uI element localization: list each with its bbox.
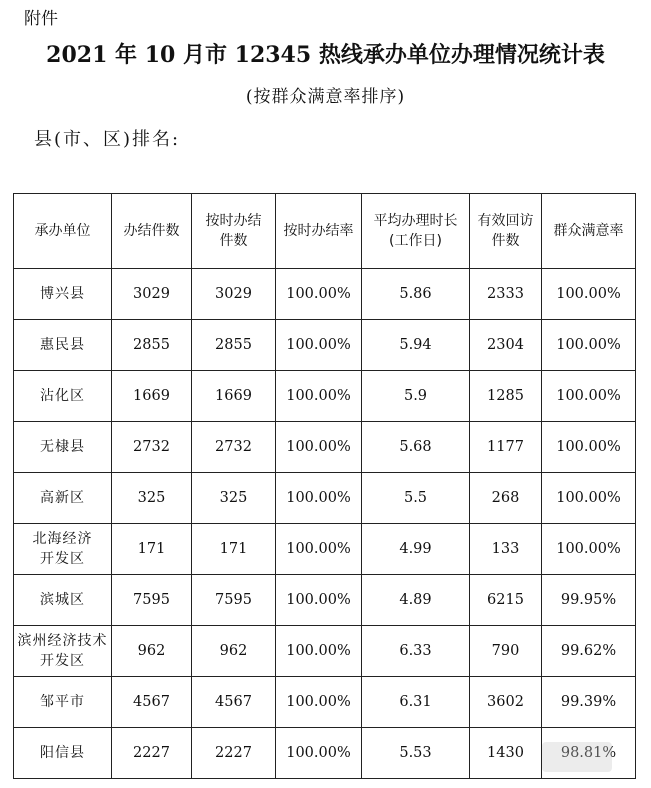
cell-avg-days: 6.33 [362, 626, 470, 677]
cell-unit: 阳信县 [14, 728, 112, 779]
cell-on-time: 171 [192, 524, 276, 575]
cell-completed: 2855 [112, 320, 192, 371]
cell-callbacks: 268 [470, 473, 542, 524]
cell-on-time-rate: 100.00% [276, 524, 362, 575]
cell-on-time-rate: 100.00% [276, 626, 362, 677]
column-header: 群众满意率 [542, 194, 636, 269]
table-header-row [14, 194, 636, 269]
column-header: 办结件数 [112, 194, 192, 269]
attachment-label: 附件 [24, 9, 58, 29]
cell-completed: 171 [112, 524, 192, 575]
table-row [14, 269, 636, 320]
cell-satisfaction: 99.39% [542, 677, 636, 728]
table-row [14, 371, 636, 422]
cell-completed: 4567 [112, 677, 192, 728]
cell-on-time-rate: 100.00% [276, 269, 362, 320]
cell-callbacks: 2333 [470, 269, 542, 320]
cell-completed: 2227 [112, 728, 192, 779]
cell-unit: 惠民县 [14, 320, 112, 371]
cell-callbacks: 1177 [470, 422, 542, 473]
table-row [14, 626, 636, 677]
cell-on-time: 4567 [192, 677, 276, 728]
cell-on-time: 962 [192, 626, 276, 677]
cell-unit: 无棣县 [14, 422, 112, 473]
cell-avg-days: 5.53 [362, 728, 470, 779]
cell-completed: 325 [112, 473, 192, 524]
cell-callbacks: 1285 [470, 371, 542, 422]
column-header: 按时办结 件数 [192, 194, 276, 269]
cell-completed: 1669 [112, 371, 192, 422]
cell-satisfaction: 100.00% [542, 524, 636, 575]
cell-on-time: 3029 [192, 269, 276, 320]
cell-completed: 7595 [112, 575, 192, 626]
cell-on-time: 2855 [192, 320, 276, 371]
cell-unit: 北海经济 开发区 [14, 524, 112, 575]
statistics-table [13, 193, 636, 779]
cell-satisfaction: 100.00% [542, 422, 636, 473]
cell-completed: 3029 [112, 269, 192, 320]
column-header: 有效回访 件数 [470, 194, 542, 269]
table-row [14, 320, 636, 371]
cell-avg-days: 5.94 [362, 320, 470, 371]
column-header: 承办单位 [14, 194, 112, 269]
cell-callbacks: 3602 [470, 677, 542, 728]
cell-completed: 962 [112, 626, 192, 677]
cell-unit: 高新区 [14, 473, 112, 524]
table-row [14, 575, 636, 626]
cell-on-time-rate: 100.00% [276, 422, 362, 473]
cell-avg-days: 5.68 [362, 422, 470, 473]
cell-on-time-rate: 100.00% [276, 575, 362, 626]
cell-satisfaction: 100.00% [542, 473, 636, 524]
cell-satisfaction: 98.81% [542, 728, 636, 779]
cell-on-time-rate: 100.00% [276, 320, 362, 371]
watermark-overlay [542, 742, 612, 772]
cell-callbacks: 2304 [470, 320, 542, 371]
cell-unit: 邹平市 [14, 677, 112, 728]
cell-on-time-rate: 100.00% [276, 728, 362, 779]
cell-avg-days: 4.99 [362, 524, 470, 575]
page-title: 2021 年 10 月市 12345 热线承办单位办理情况统计表 [46, 42, 605, 68]
column-header: 平均办理时长 (工作日) [362, 194, 470, 269]
table-body [14, 269, 636, 779]
cell-on-time: 325 [192, 473, 276, 524]
cell-avg-days: 5.5 [362, 473, 470, 524]
cell-callbacks: 1430 [470, 728, 542, 779]
table-row [14, 677, 636, 728]
ranking-label: 县(市、区)排名: [34, 129, 181, 150]
table-row [14, 524, 636, 575]
column-header: 按时办结率 [276, 194, 362, 269]
cell-callbacks: 6215 [470, 575, 542, 626]
cell-satisfaction: 99.62% [542, 626, 636, 677]
cell-on-time: 1669 [192, 371, 276, 422]
cell-avg-days: 4.89 [362, 575, 470, 626]
cell-avg-days: 6.31 [362, 677, 470, 728]
cell-unit: 滨城区 [14, 575, 112, 626]
table-row [14, 422, 636, 473]
cell-satisfaction: 100.00% [542, 320, 636, 371]
cell-completed: 2732 [112, 422, 192, 473]
cell-satisfaction: 100.00% [542, 371, 636, 422]
cell-on-time-rate: 100.00% [276, 371, 362, 422]
cell-avg-days: 5.9 [362, 371, 470, 422]
cell-satisfaction: 99.95% [542, 575, 636, 626]
cell-unit: 沾化区 [14, 371, 112, 422]
cell-avg-days: 5.86 [362, 269, 470, 320]
cell-on-time: 7595 [192, 575, 276, 626]
cell-on-time: 2732 [192, 422, 276, 473]
cell-unit: 博兴县 [14, 269, 112, 320]
cell-callbacks: 790 [470, 626, 542, 677]
cell-on-time: 2227 [192, 728, 276, 779]
cell-on-time-rate: 100.00% [276, 677, 362, 728]
table-row [14, 473, 636, 524]
cell-callbacks: 133 [470, 524, 542, 575]
cell-on-time-rate: 100.00% [276, 473, 362, 524]
cell-unit: 滨州经济技术 开发区 [14, 626, 112, 677]
page-subtitle: (按群众满意率排序) [245, 87, 406, 107]
cell-satisfaction: 100.00% [542, 269, 636, 320]
